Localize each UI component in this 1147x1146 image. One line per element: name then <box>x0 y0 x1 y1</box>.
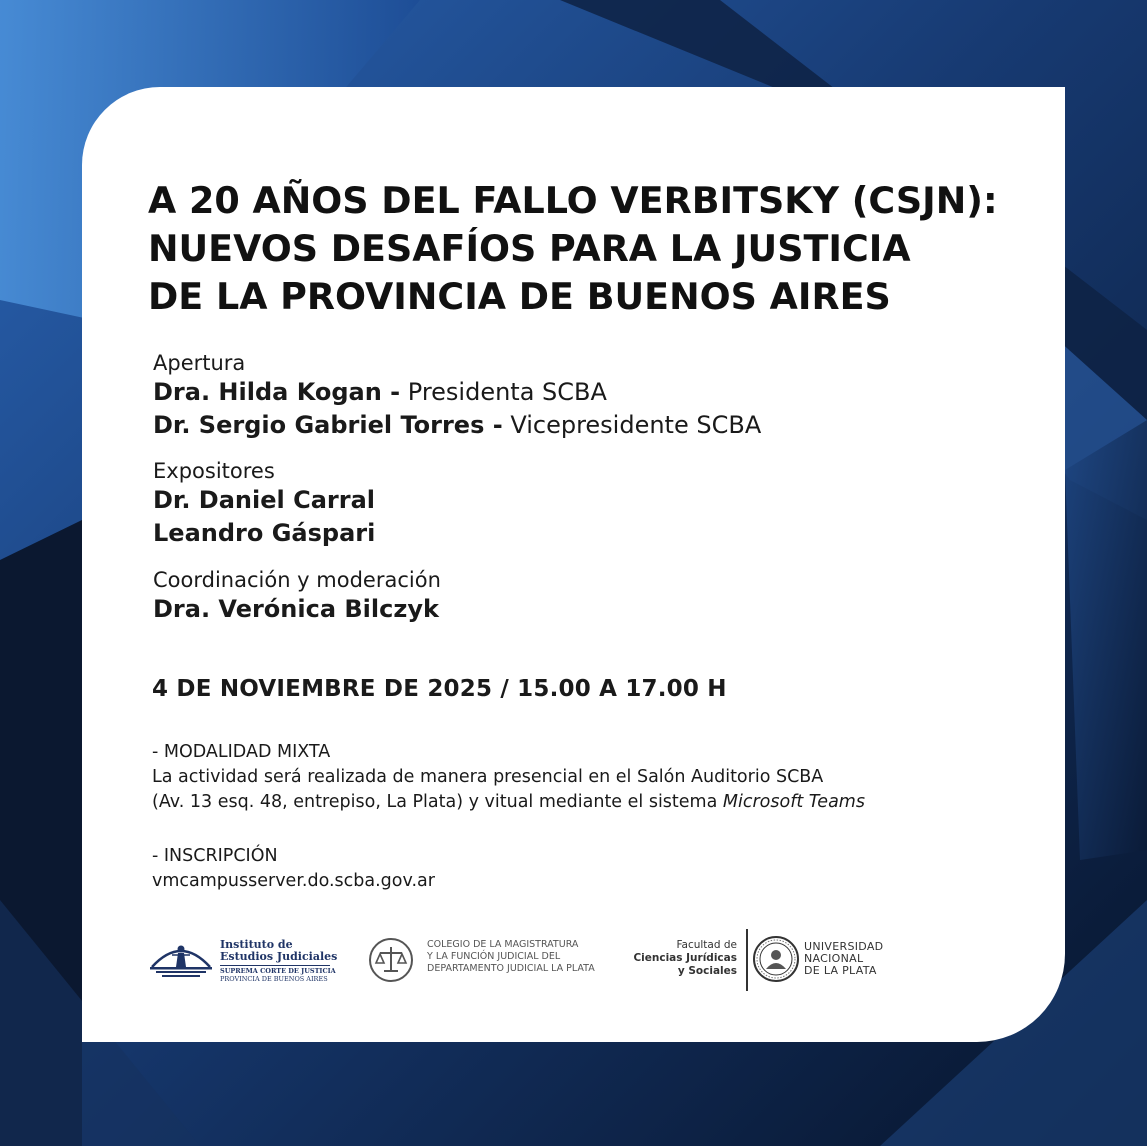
expositor-name: Dr. Daniel Carral <box>153 486 375 514</box>
event-title <box>148 177 1048 321</box>
coordinador-name: Dra. Verónica Bilczyk <box>153 595 439 623</box>
colegio-logo <box>368 935 618 985</box>
modalidad-platform: Microsoft Teams <box>722 792 865 812</box>
apertura-section <box>153 350 761 442</box>
ieje-logo <box>148 935 338 985</box>
modalidad-heading: - MODALIDAD MIXTA <box>152 742 331 762</box>
facultad-line1: Facultad de <box>676 939 737 951</box>
title-line: DE LA PROVINCIA DE BUENOS AIRES <box>148 275 891 318</box>
inscripcion-heading: - INSCRIPCIÓN <box>152 846 278 866</box>
colegio-line2: Y LA FUNCIÓN JUDICIAL DEL <box>427 951 561 962</box>
logo-divider <box>746 929 748 991</box>
speaker-name: Dr. Sergio Gabriel Torres - <box>153 411 503 439</box>
speaker-line <box>153 376 761 409</box>
modalidad-section <box>152 740 865 815</box>
speaker-line <box>153 409 761 442</box>
content-card <box>82 87 1065 1042</box>
ieje-line4: PROVINCIA DE BUENOS AIRES <box>220 975 328 983</box>
inscripcion-link[interactable]: vmcampusserver.do.scba.gov.ar <box>152 871 435 891</box>
coordinacion-section <box>153 567 441 626</box>
ieje-line2: Estudios Judiciales <box>220 950 338 963</box>
unlp-line1: UNIVERSIDAD <box>804 940 884 953</box>
colegio-line3: DEPARTAMENTO JUDICIAL LA PLATA <box>427 963 595 974</box>
expositores-section <box>153 458 375 550</box>
coordinacion-label: Coordinación y moderación <box>153 568 441 592</box>
ieje-line1: Instituto de <box>220 938 293 951</box>
expositores-label: Expositores <box>153 459 275 483</box>
unlp-seal-icon <box>752 935 800 983</box>
speaker-name: Dra. Hilda Kogan - <box>153 378 401 406</box>
expositor-name: Leandro Gáspari <box>153 519 376 547</box>
modalidad-text: La actividad será realizada de manera presencial en el Salón Auditorio SCBA <box>152 767 824 787</box>
colegio-line1: COLEGIO DE LA MAGISTRATURA <box>427 939 579 950</box>
speaker-role: Presidenta SCBA <box>400 378 607 406</box>
scales-of-justice-icon <box>368 937 414 983</box>
modalidad-text <box>152 790 865 815</box>
unlp-line3: DE LA PLATA <box>804 964 877 977</box>
event-date-time: 4 DE NOVIEMBRE DE 2025 / 15.00 A 17.00 H <box>152 676 727 702</box>
ieje-line3: SUPREMA CORTE DE JUSTICIA <box>220 967 336 975</box>
speaker-role: Vicepresidente SCBA <box>502 411 762 439</box>
facultad-unlp-logo <box>632 929 902 991</box>
unlp-line2: NACIONAL <box>804 952 864 965</box>
ieje-emblem-icon <box>148 935 214 983</box>
title-line: NUEVOS DESAFÍOS PARA LA JUSTICIA <box>148 227 911 270</box>
modalidad-address: (Av. 13 esq. 48, entrepiso, La Plata) y vitual mediante el sistema <box>152 792 723 812</box>
title-line: A 20 AÑOS DEL FALLO VERBITSKY (CSJN): <box>148 179 998 222</box>
facultad-line2: Ciencias Jurídicas <box>633 952 737 964</box>
inscripcion-section <box>152 844 435 894</box>
apertura-label: Apertura <box>153 351 246 375</box>
facultad-line3: y Sociales <box>677 965 737 977</box>
